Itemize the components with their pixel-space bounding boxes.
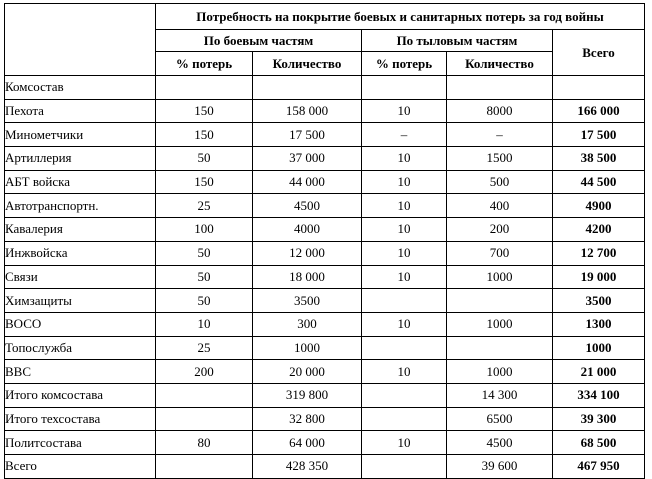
rear-percent-header: % потерь (362, 52, 447, 76)
rear-percent-cell (362, 407, 447, 431)
total-cell: 1000 (553, 336, 645, 360)
combat-count-cell: 37 000 (253, 147, 362, 171)
combat-count-cell: 12 000 (253, 241, 362, 265)
combat-percent-cell: 100 (156, 218, 253, 242)
total-cell: 21 000 (553, 360, 645, 384)
rear-count-cell: 39 600 (447, 455, 553, 479)
combat-percent-cell: 50 (156, 289, 253, 313)
table-row (5, 383, 645, 407)
rear-count-cell: 1500 (447, 147, 553, 171)
row-name-cell: Всего (5, 455, 156, 479)
row-name-cell: АБТ войска (5, 170, 156, 194)
row-name-cell: Политсостава (5, 431, 156, 455)
table-row (5, 218, 645, 242)
rear-percent-cell: 10 (362, 194, 447, 218)
table-row (5, 99, 645, 123)
rear-percent-cell: 10 (362, 218, 447, 242)
rear-percent-cell: 10 (362, 147, 447, 171)
rear-percent-cell (362, 336, 447, 360)
total-cell: 334 100 (553, 383, 645, 407)
rear-percent-cell: 10 (362, 99, 447, 123)
combat-percent-cell (156, 407, 253, 431)
row-name-cell: Топослужба (5, 336, 156, 360)
rear-count-cell: 1000 (447, 312, 553, 336)
combat-count-cell: 300 (253, 312, 362, 336)
row-name-cell: ВВС (5, 360, 156, 384)
rear-count-cell: 500 (447, 170, 553, 194)
combat-percent-cell: 25 (156, 336, 253, 360)
combat-count-cell: 18 000 (253, 265, 362, 289)
combat-percent-cell: 150 (156, 99, 253, 123)
total-cell: 4200 (553, 218, 645, 242)
combat-count-cell: 4500 (253, 194, 362, 218)
combat-count-cell: 20 000 (253, 360, 362, 384)
table-row (5, 194, 645, 218)
rear-percent-cell: 10 (362, 265, 447, 289)
total-cell: 68 500 (553, 431, 645, 455)
row-name-cell: Артиллерия (5, 147, 156, 171)
combat-percent-cell: 50 (156, 265, 253, 289)
total-cell (553, 76, 645, 100)
combat-count-cell: 319 800 (253, 383, 362, 407)
table-row (5, 312, 645, 336)
row-name-cell: Пехота (5, 99, 156, 123)
combat-count-cell: 4000 (253, 218, 362, 242)
rear-count-cell: 1000 (447, 265, 553, 289)
table-row (5, 76, 645, 100)
total-cell: 39 300 (553, 407, 645, 431)
combat-count-header: Количество (253, 52, 362, 76)
rear-units-header: По тыловым частям (362, 30, 553, 52)
table-row (5, 407, 645, 431)
row-name-cell: Комсостав (5, 76, 156, 100)
combat-percent-cell (156, 383, 253, 407)
combat-count-cell: 1000 (253, 336, 362, 360)
row-name-cell: Итого техсостава (5, 407, 156, 431)
combat-percent-cell: 150 (156, 170, 253, 194)
combat-count-cell: 158 000 (253, 99, 362, 123)
total-cell: 166 000 (553, 99, 645, 123)
combat-percent-cell (156, 76, 253, 100)
rear-percent-cell: 10 (362, 241, 447, 265)
total-cell: 17 500 (553, 123, 645, 147)
rear-count-cell: 1000 (447, 360, 553, 384)
rear-percent-cell: 10 (362, 431, 447, 455)
combat-units-header: По боевым частям (156, 30, 362, 52)
table-row (5, 289, 645, 313)
combat-percent-cell: 200 (156, 360, 253, 384)
rear-count-cell (447, 289, 553, 313)
rear-count-cell: 700 (447, 241, 553, 265)
total-cell: 19 000 (553, 265, 645, 289)
rear-percent-cell: 10 (362, 312, 447, 336)
row-name-cell: Инжвойска (5, 241, 156, 265)
combat-count-cell: 32 800 (253, 407, 362, 431)
rear-count-cell: 6500 (447, 407, 553, 431)
losses-table (4, 3, 645, 479)
combat-count-cell (253, 76, 362, 100)
rear-percent-cell: 10 (362, 170, 447, 194)
rear-count-cell (447, 76, 553, 100)
rear-percent-cell: 10 (362, 360, 447, 384)
total-cell: 3500 (553, 289, 645, 313)
row-name-cell: ВОСО (5, 312, 156, 336)
row-name-cell: Автотранспортн. (5, 194, 156, 218)
row-name-cell: Кавалерия (5, 218, 156, 242)
table-row (5, 147, 645, 171)
total-cell: 38 500 (553, 147, 645, 171)
combat-percent-cell: 25 (156, 194, 253, 218)
total-header: Всего (553, 30, 645, 76)
total-cell: 44 500 (553, 170, 645, 194)
table-row (5, 336, 645, 360)
rear-count-cell: 8000 (447, 99, 553, 123)
table-body (5, 76, 645, 479)
combat-percent-cell: 150 (156, 123, 253, 147)
rear-count-header: Количество (447, 52, 553, 76)
combat-percent-cell: 10 (156, 312, 253, 336)
rear-percent-cell (362, 76, 447, 100)
table-row (5, 123, 645, 147)
combat-percent-cell: 50 (156, 147, 253, 171)
rear-count-cell: – (447, 123, 553, 147)
total-cell: 4900 (553, 194, 645, 218)
rear-count-cell: 200 (447, 218, 553, 242)
total-cell: 1300 (553, 312, 645, 336)
rear-percent-cell (362, 289, 447, 313)
total-cell: 467 950 (553, 455, 645, 479)
table-title: Потребность на покрытие боевых и санитарных потерь за год войны (156, 4, 645, 30)
row-name-cell: Связи (5, 265, 156, 289)
table-row (5, 360, 645, 384)
rear-count-cell: 400 (447, 194, 553, 218)
rear-count-cell (447, 336, 553, 360)
rear-percent-cell (362, 383, 447, 407)
total-cell: 12 700 (553, 241, 645, 265)
combat-count-cell: 64 000 (253, 431, 362, 455)
combat-count-cell: 3500 (253, 289, 362, 313)
row-name-cell: Химзащиты (5, 289, 156, 313)
table-row (5, 431, 645, 455)
row-name-cell: Итого комсостава (5, 383, 156, 407)
combat-percent-cell: 80 (156, 431, 253, 455)
combat-percent-cell: 50 (156, 241, 253, 265)
rear-count-cell: 14 300 (447, 383, 553, 407)
row-label-header (5, 4, 156, 76)
table-header (5, 4, 645, 76)
row-name-cell: Минометчики (5, 123, 156, 147)
table-row (5, 241, 645, 265)
rear-percent-cell: – (362, 123, 447, 147)
combat-count-cell: 428 350 (253, 455, 362, 479)
table-row (5, 170, 645, 194)
combat-count-cell: 17 500 (253, 123, 362, 147)
combat-count-cell: 44 000 (253, 170, 362, 194)
table-row (5, 265, 645, 289)
combat-percent-header: % потерь (156, 52, 253, 76)
rear-count-cell: 4500 (447, 431, 553, 455)
